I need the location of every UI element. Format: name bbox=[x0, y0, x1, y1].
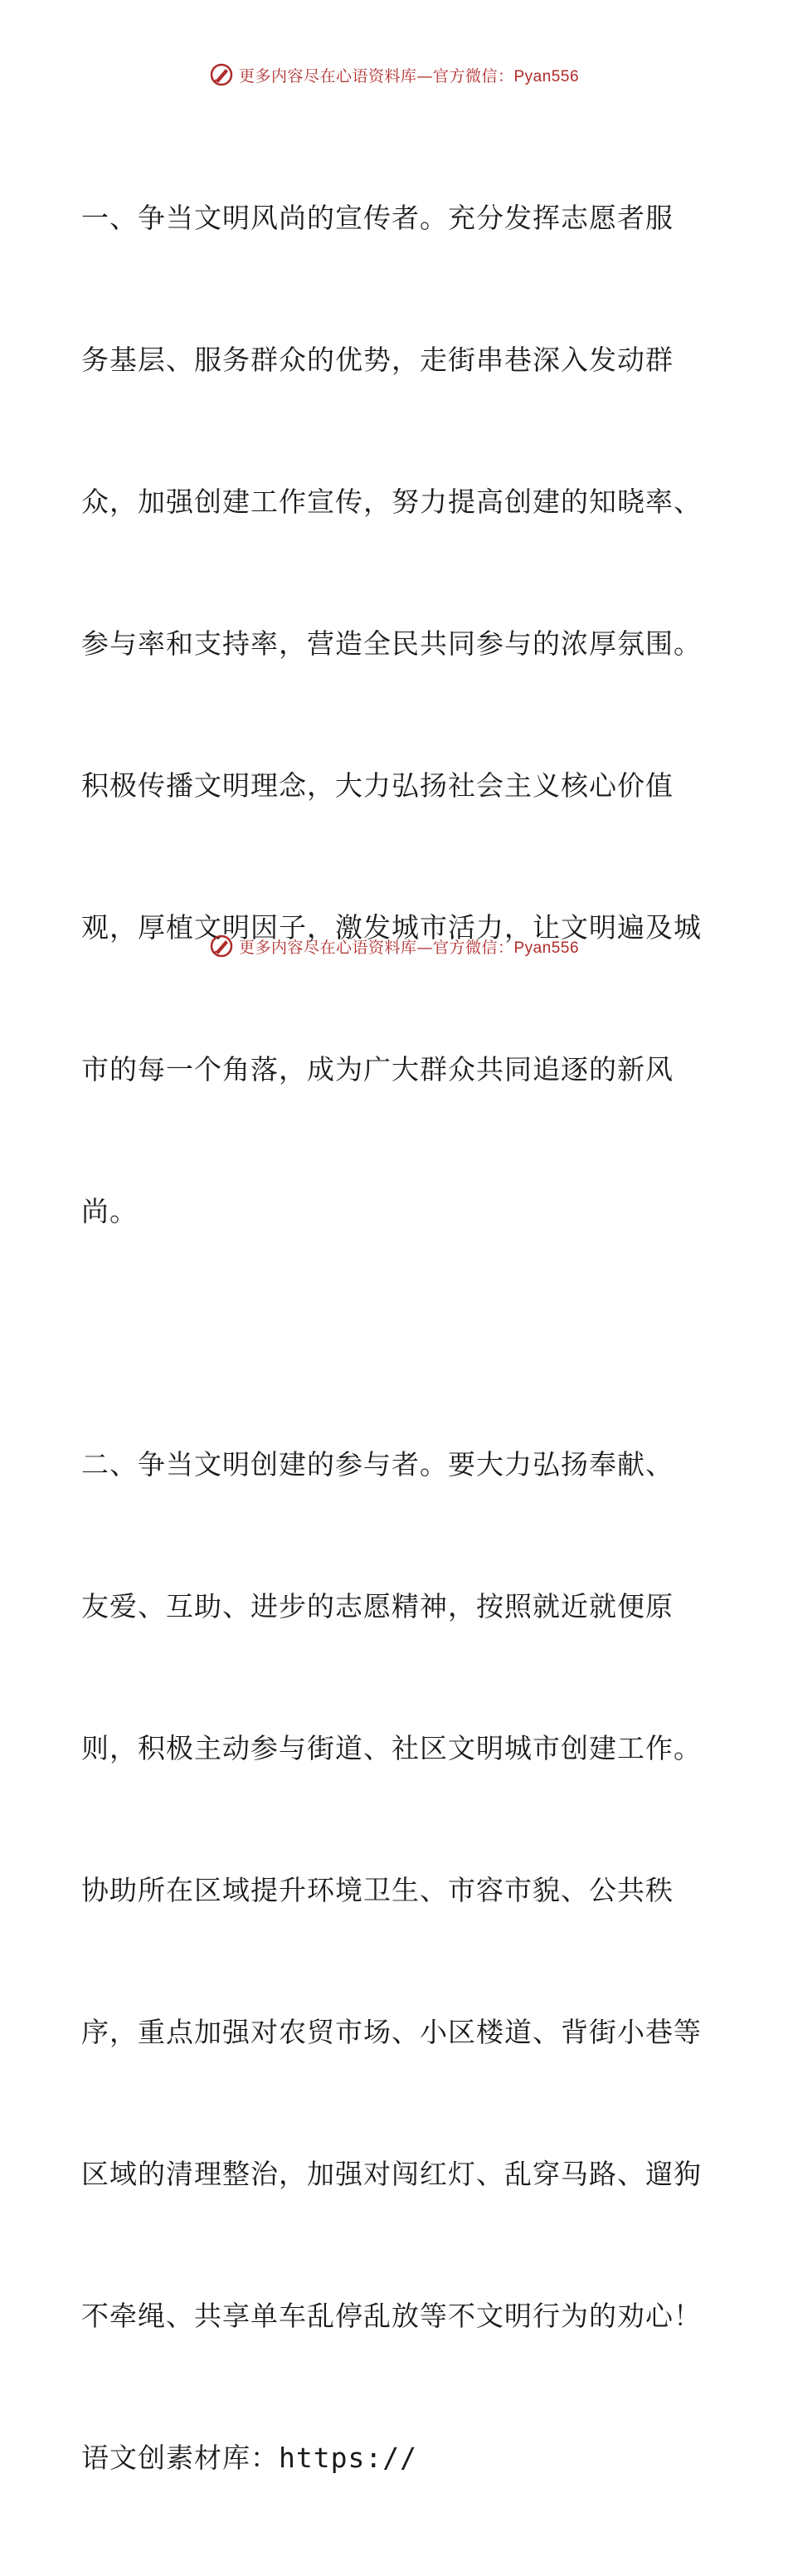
paragraph-line: 尚。 bbox=[81, 1195, 138, 1227]
paragraph-line: 一、争当文明风尚的宣传者。充分发挥志愿者服 bbox=[81, 202, 674, 234]
paragraph-line: 语文创素材库：https:// bbox=[81, 2442, 417, 2474]
paragraph-1 bbox=[81, 100, 712, 1329]
header-banner-text bbox=[239, 64, 579, 86]
footer-banner bbox=[0, 929, 788, 963]
paragraph-line: 务基层、服务群众的优势，走街串巷深入发动群 bbox=[81, 344, 674, 376]
paragraph-line: 协助所在区域提升环境卫生、市容市貌、公共秩 bbox=[81, 1874, 674, 1906]
footer-banner-main: 更多内容尽在心语资料库 bbox=[238, 938, 417, 957]
paragraph-line: 参与率和支持率，营造全民共同参与的浓厚氛围。 bbox=[81, 627, 702, 660]
footer-banner-text bbox=[239, 935, 579, 958]
paragraph-line: 不牵绳、共享单车乱停乱放等不文明行为的劝心！ bbox=[81, 2300, 702, 2332]
header-banner-suffix: 官方微信：Pyan556 bbox=[433, 67, 580, 85]
ink-pen-circle-icon bbox=[209, 62, 234, 87]
footer-banner-dash: — bbox=[416, 938, 433, 957]
paragraph-line: 区域的清理整治，加强对闯红灯、乱穿马路、遛狗 bbox=[81, 2158, 702, 2190]
paragraph-line: 则，积极主动参与街道、社区文明城市创建工作。 bbox=[81, 1732, 702, 1764]
paragraph-line: 观，厚植文明因子，激发城市活力，让文明遍及城 bbox=[81, 911, 702, 944]
header-banner bbox=[0, 58, 788, 91]
header-banner-main: 更多内容尽在心语资料库 bbox=[238, 66, 417, 85]
document-body bbox=[81, 100, 712, 2576]
paragraph-line: 市的每一个角落，成为广大群众共同追逐的新风 bbox=[81, 1053, 674, 1086]
footer-banner-suffix: 官方微信：Pyan556 bbox=[433, 939, 580, 957]
paragraph-line: 众，加强创建工作宣传，努力提高创建的知晓率、 bbox=[81, 485, 702, 518]
paragraph-line: 友爱、互助、进步的志愿精神，按照就近就便原 bbox=[81, 1590, 674, 1622]
paragraph-2 bbox=[81, 1346, 712, 2576]
paragraph-line: 序，重点加强对农贸市场、小区楼道、背街小巷等 bbox=[81, 2016, 702, 2048]
ink-pen-circle-icon bbox=[209, 934, 234, 959]
paragraph-line: 积极传播文明理念，大力弘扬社会主义核心价值 bbox=[81, 769, 674, 802]
paragraph-line: 二、争当文明创建的参与者。要大力弘扬奉献、 bbox=[81, 1448, 674, 1481]
header-banner-dash: — bbox=[416, 66, 433, 85]
